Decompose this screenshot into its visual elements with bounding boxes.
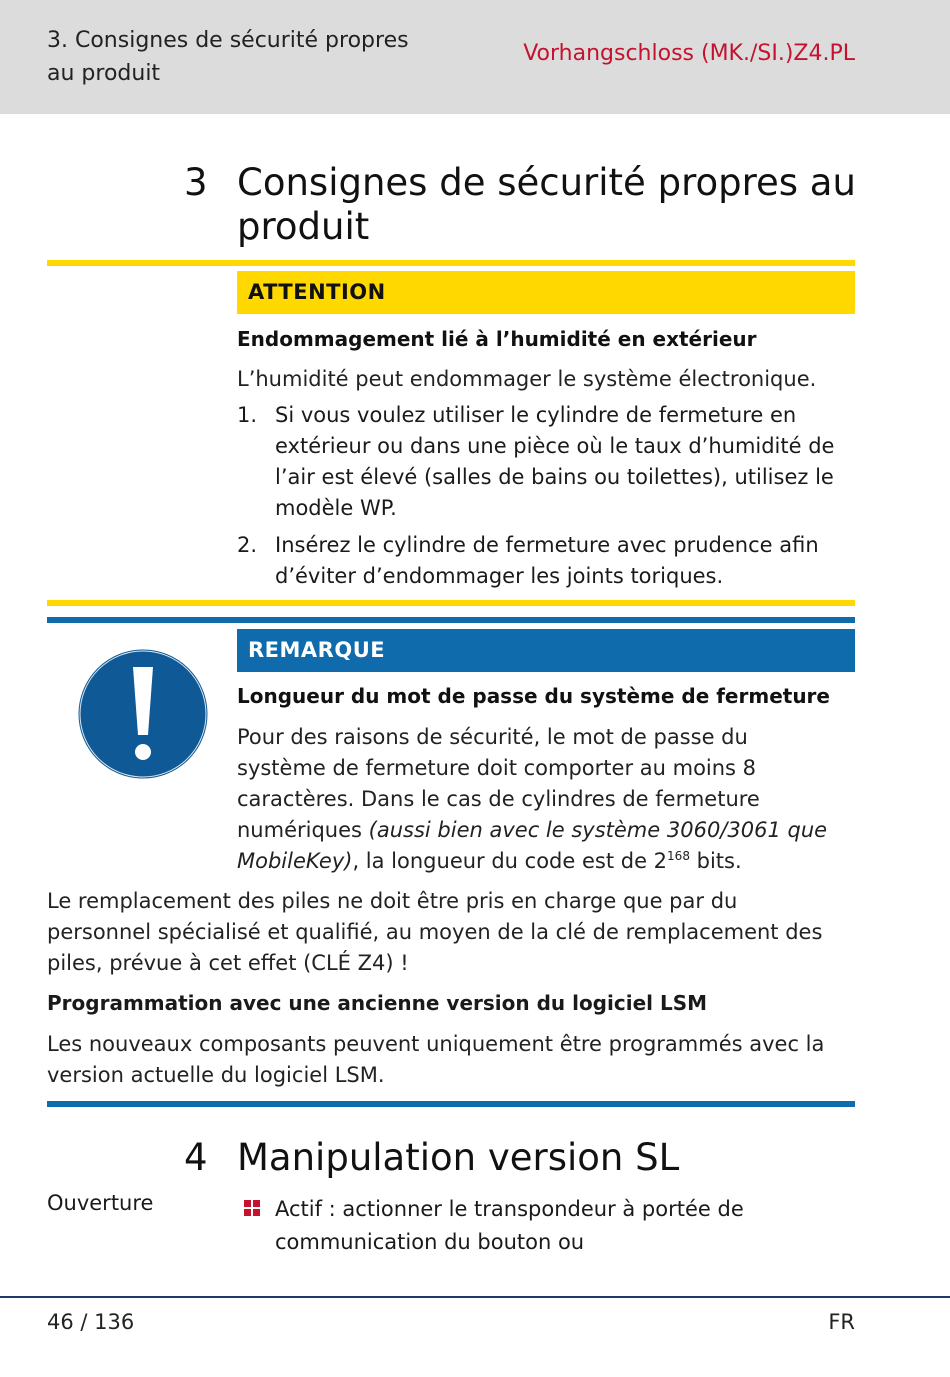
header-product-name: Vorhangschloss (MK./SI.)Z4.PL xyxy=(523,41,855,66)
note-label: REMARQUE xyxy=(237,629,855,672)
attention-top-rule xyxy=(47,260,855,266)
programming-text: Les nouveaux composants peuvent uniquement être programmés avec la version actuelle du logiciel LSM. xyxy=(47,1032,825,1087)
attention-bottom-rule xyxy=(47,600,855,606)
red-square-bullet-icon xyxy=(244,1200,260,1216)
attention-step-1-text: Si vous voulez utiliser le cylindre de fermeture en extérieur ou dans une pièce où le taux d’humidité de l’air est élevé (salles de bains ou toilettes), utilisez le modèle WP. xyxy=(275,403,835,520)
section-4-title: Manipulation version SL xyxy=(237,1136,680,1179)
attention-heading: Endommagement lié à l’humidité en extérieur xyxy=(237,327,757,351)
section-3-number: 3 xyxy=(184,161,208,204)
note-bottom-rule xyxy=(47,1101,855,1107)
attention-step-1-number: 1. xyxy=(237,403,258,427)
exclamation-circle-icon xyxy=(76,647,210,781)
section-4-number: 4 xyxy=(184,1136,208,1179)
opening-bullet-text: Actif : actionner le transpondeur à portée de communication du bouton ou xyxy=(275,1197,744,1254)
section-3-title: Consignes de sécurité propres au produit xyxy=(237,161,856,248)
note-top-rule xyxy=(47,617,855,623)
attention-step-2-text: Insérez le cylindre de fermeture avec prudence afin d’éviter d’endommager les joints toriques. xyxy=(275,533,819,588)
page-header xyxy=(0,0,950,114)
opening-side-label: Ouverture xyxy=(47,1191,154,1215)
attention-label: ATTENTION xyxy=(237,271,855,314)
language-code: FR xyxy=(828,1310,855,1334)
programming-heading: Programmation avec une ancienne version du logiciel LSM xyxy=(47,991,707,1015)
attention-intro: L’humidité peut endommager le système électronique. xyxy=(237,367,817,391)
battery-note: Le remplacement des piles ne doit être pris en charge que par du personnel spécialisé et qualifié, au moyen de la clé de remplacement des piles, prévue à cet effet (CLÉ Z4) ! xyxy=(47,889,823,975)
note-text: Pour des raisons de sécurité, le mot de passe du système de fermeture doit comporter au moins 8 caractères. Dans le cas de cylindres de fermeture numériques (aussi bien avec le système 3060/3061 que MobileKey), la longueur du code est de $2^{168}$ bits. xyxy=(237,725,828,873)
note-heading: Longueur du mot de passe du système de fermeture xyxy=(237,684,830,708)
header-section-title: 3. Consignes de sécurité propres au produit xyxy=(47,28,409,86)
attention-step-2-number: 2. xyxy=(237,533,258,557)
footer-rule xyxy=(0,1296,950,1298)
page-number: 46 / 136 xyxy=(47,1310,135,1334)
